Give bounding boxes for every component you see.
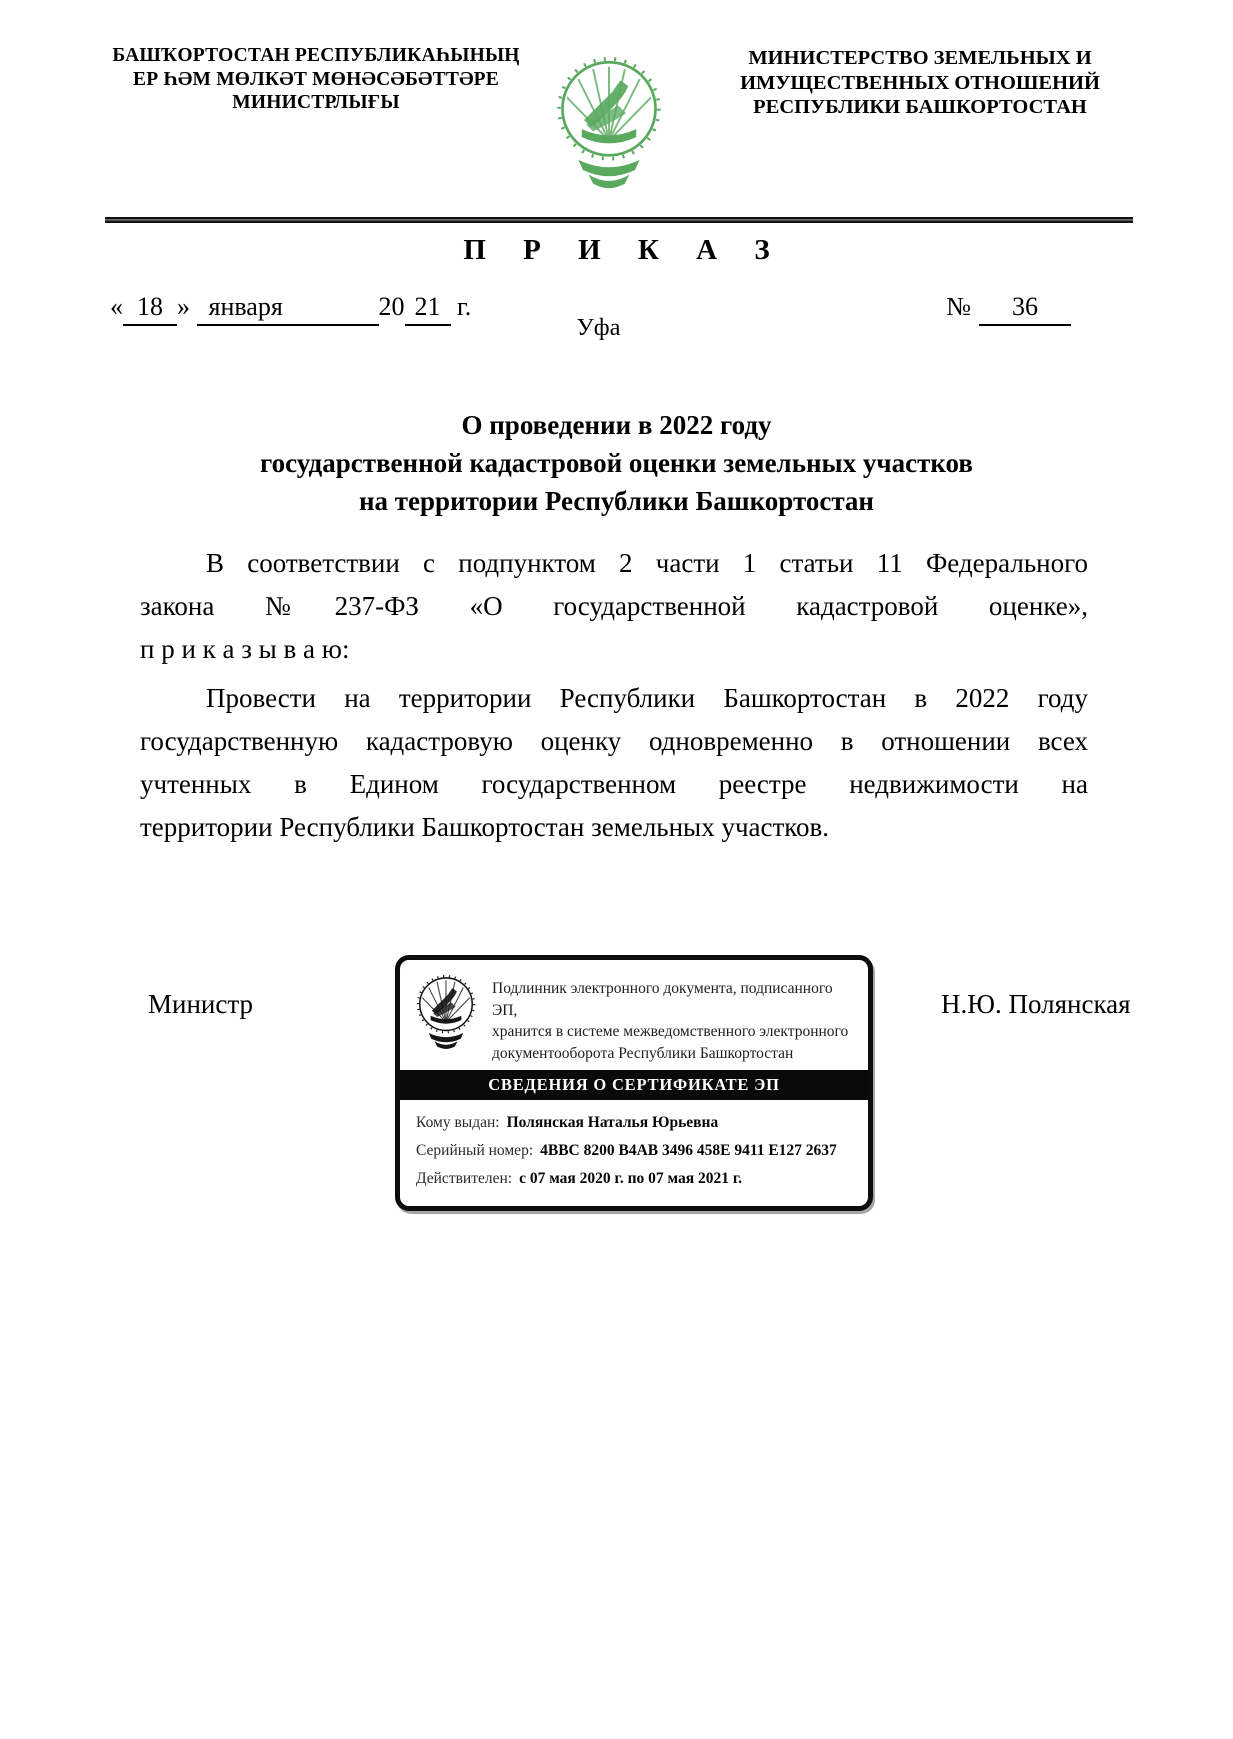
close-quote: » — [177, 292, 190, 321]
org-name-line: МИНИСТЕРСТВО ЗЕМЕЛЬНЫХ И — [748, 47, 1092, 69]
certificate-fields — [400, 1100, 868, 1206]
stamp-info-line: хранится в системе межведомственного электронного — [492, 1023, 849, 1040]
directive-paragraph — [140, 677, 1088, 849]
order-title-line: государственной кадастровой оценки земельных участков — [260, 448, 973, 478]
issue-city: Уфа — [576, 314, 621, 341]
certificate-field-label: Кому выдан: — [416, 1114, 500, 1131]
order-number-blank: 36 — [979, 291, 1071, 326]
paragraph-line: п р и к а з ы в а ю: — [140, 634, 350, 664]
document-type-heading: П Р И К А З — [463, 234, 785, 266]
certificate-field-row — [416, 1137, 852, 1165]
stamp-info-text — [492, 970, 854, 1064]
signer-position: Министр — [148, 989, 253, 1019]
org-name-line: МИНИСТРЛЫҒЫ — [232, 92, 400, 113]
org-name-line: БАШҠОРТОСТАН РЕСПУБЛИКАҺЫНЫҢ — [112, 45, 520, 66]
paragraph-line: закона №237-ФЗ «О государственной кадастровой оценке», — [140, 591, 1088, 621]
bashkortostan-coat-of-arms-icon — [552, 52, 666, 195]
certificate-info-bar: СВЕДЕНИЯ О СЕРТИФИКАТЕ ЭП — [400, 1070, 868, 1100]
order-title-line: О проведении в 2022 году — [461, 410, 772, 440]
stamp-info-line: Подлинник электронного документа, подписанного ЭП, — [492, 980, 833, 1019]
paragraph-line: территории Республики Башкортостан земельных участков. — [140, 812, 830, 842]
open-quote: « — [110, 292, 123, 321]
year-prefix: 20 — [378, 292, 405, 321]
date-month-blank: января — [197, 291, 379, 326]
paragraph-line: В соответствии с подпунктом 2 части 1 статьи 11 Федерального — [206, 548, 1088, 578]
org-name-line: РЕСПУБЛИКИ БАШКОРТОСТАН — [753, 96, 1087, 118]
certificate-field-value: Полянская Наталья Юрьевна — [506, 1114, 719, 1131]
stamp-info-line: документооборота Республики Башкортостан — [492, 1044, 794, 1062]
signature-block — [148, 955, 1233, 1211]
number-sign: № — [946, 292, 971, 321]
letterhead-divider-rule — [105, 217, 1133, 223]
digital-signature-stamp — [395, 955, 873, 1211]
ministry-name-bashkir — [108, 44, 524, 115]
certificate-field-value: 4BBC 8200 B4AB 3496 458E 9411 E127 2637 — [540, 1142, 837, 1159]
certificate-field-value: с 07 мая 2020 г. по 07 мая 2021 г. — [519, 1170, 743, 1187]
certificate-field-row — [416, 1109, 852, 1137]
emblem-container — [552, 52, 670, 195]
certificate-field-row — [416, 1165, 852, 1193]
ministry-name-russian — [694, 46, 1146, 120]
order-title — [0, 406, 1233, 520]
paragraph-line: государственную кадастровую оценку одновременно в отношении всех — [140, 726, 1088, 756]
certificate-field-label: Серийный номер: — [416, 1142, 534, 1159]
signer-name: Н.Ю. Полянская — [941, 989, 1131, 1019]
org-name-line: ИМУЩЕСТВЕННЫХ ОТНОШЕНИЙ — [740, 71, 1100, 94]
stamp-coat-of-arms-icon — [414, 972, 478, 1053]
date-year-blank: 21 — [405, 291, 451, 326]
paragraph-line: Провести на территории Республики Башкортостан в 2022 году — [206, 683, 1088, 713]
preamble-paragraph — [140, 542, 1088, 671]
year-abbr: г. — [457, 292, 472, 321]
stamp-header — [400, 960, 868, 1070]
paragraph-line: учтенных в Едином государственном реестре недвижимости на — [140, 769, 1088, 799]
order-body — [140, 542, 1088, 849]
order-title-line: на территории Республики Башкортостан — [358, 486, 874, 516]
org-name-line: ЕР ҺӘМ МӨЛКӘТ МӨНӘСӘБӘТТӘРЕ — [133, 68, 499, 90]
date-day-blank: 18 — [123, 291, 177, 326]
letterhead — [0, 0, 1233, 195]
certificate-field-label: Действителен: — [416, 1170, 513, 1187]
